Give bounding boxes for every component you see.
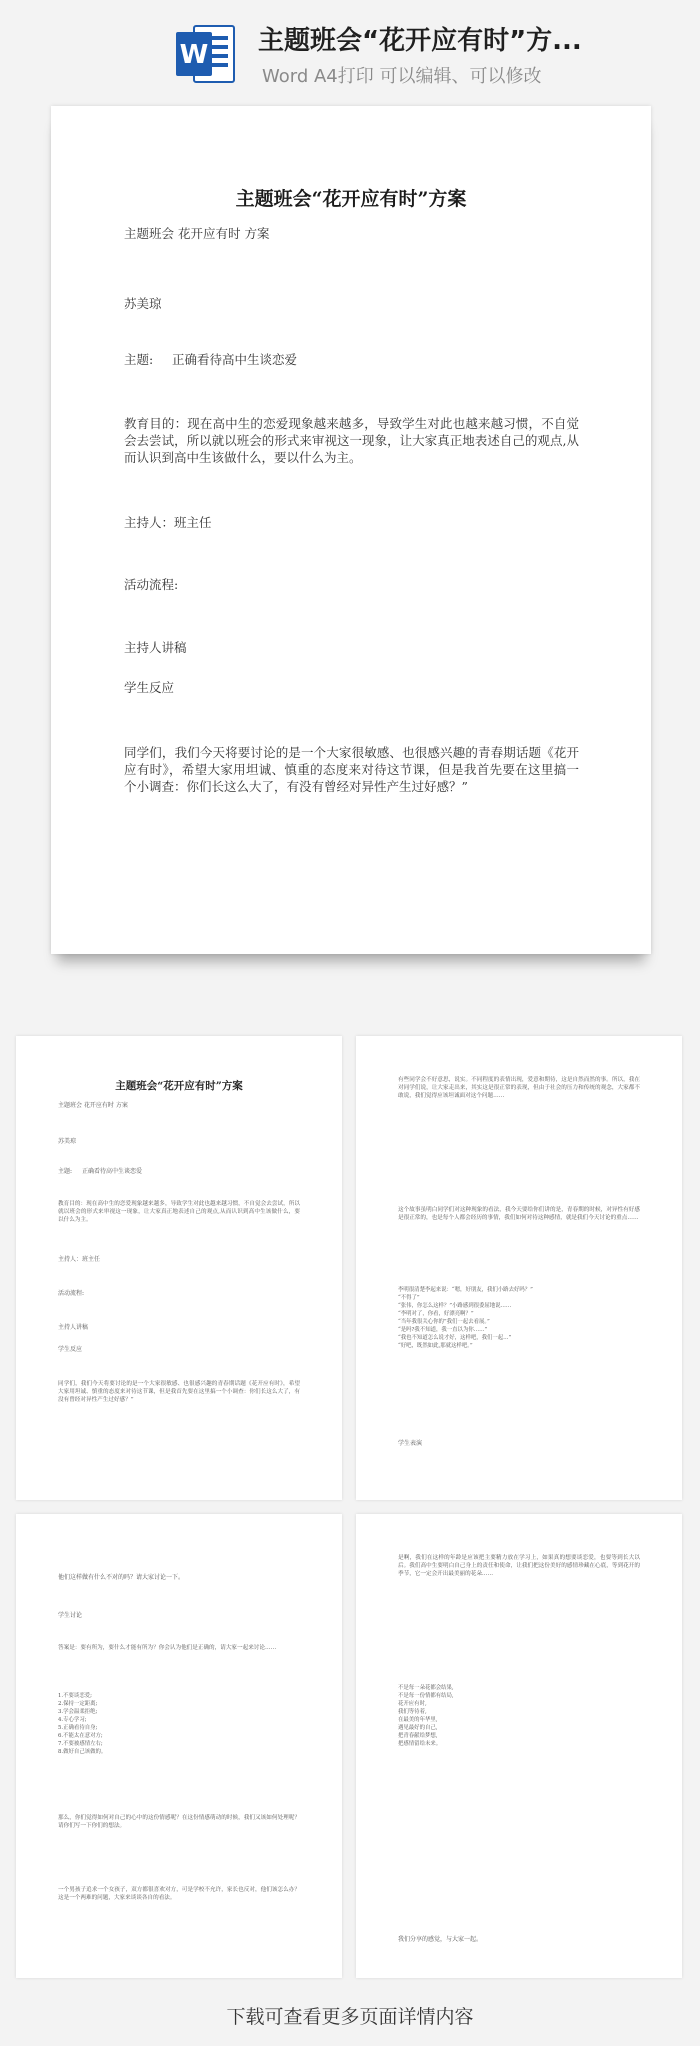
thumb-goal: 教育目的：现在高中生的恋爱现象越来越多，导致学生对此也越来越习惯，不自觉会去尝试，所以就以班会的形式来审视这一现象，让大家真正地表述自己的观点,从而认识到高中生该做什么，要以什么为主。 [58, 1201, 300, 1223]
thumb-process: 活动流程: [58, 1290, 85, 1297]
document-subtitle-line: 主题班会 花开应有时 方案 [124, 226, 270, 241]
thumb-student-reaction: 学生反应 [58, 1346, 83, 1353]
thumb-title: 主题班会“花开应有时”方案 [115, 1080, 243, 1092]
thumb-p3-intro: 他们这样做有什么不对的吗？请大家讨论一下。 [58, 1574, 185, 1581]
document-page-preview[interactable] [51, 106, 651, 954]
thumb-opening: 同学们，我们今天将要讨论的是一个大家很敏感、也很感兴趣的青春期话题《花开应有时》，希望大家用坦诚、慎重的态度来对待这节课，但是我首先要在这里搞一个小调查：你们长这么大了，有没有曾经对异性产生过好感？” [58, 1381, 300, 1403]
page-thumbnail-1[interactable] [16, 1036, 342, 1500]
footer-more-pages-text[interactable]: 下载可查看更多页面详情内容 [226, 2006, 474, 2028]
document-student-reaction: 学生反应 [124, 680, 175, 695]
page-thumbnail-4[interactable] [356, 1514, 682, 1978]
thumb-host-speech: 主持人讲稿 [58, 1324, 89, 1331]
document-title: 主题班会“花开应有时”方案 [235, 188, 467, 210]
thumb-topic-label: 主题: [58, 1168, 73, 1175]
thumb-p3-paragraph-3: 一个男孩子追求一个女孩子，双方都很喜欢对方，可是学校不允许，家长也反对，他们该怎么办？这是一个两难的问题，大家来谈谈各自的看法。 [58, 1887, 300, 1901]
page-thumbnail-2[interactable] [356, 1036, 682, 1500]
document-topic-label: 主题: [124, 352, 154, 367]
header-title: 主题班会“花开应有时”方... [258, 26, 582, 56]
document-goal: 教育目的：现在高中生的恋爱现象越来越多，导致学生对此也越来越习惯，不自觉会去尝试，所以就以班会的形式来审视这一现象，让大家真正地表述自己的观点,从而认识到高中生该做什么，要以什么为主。 [124, 416, 579, 465]
thumb-host: 主持人：班主任 [58, 1256, 101, 1263]
header [0, 0, 700, 100]
thumb-p2-paragraph-1: 有些同学会不好意思，说实。不同程度的表情出现，爱意和期待，这是自然而然的事。所以，我在对同学们说，让大家走出来，其实这是很正常的表现，但由于社会的压力和传统的观念，大家都不敢说，我们觉得应该坦诚面对这个问题…… [398, 1077, 640, 1099]
thumb-author: 苏美琼 [58, 1138, 77, 1145]
thumb-p3-paragraph-2: 那么，你们觉得如何对自己的心中的这份情感呢？在这份情感萌动的时候，我们又该如何处理呢？请你们写一下你们的想法。 [58, 1815, 300, 1829]
document-opening: 同学们，我们今天将要讨论的是一个大家很敏感、也很感兴趣的青春期话题《花开应有时》，希望大家用坦诚、慎重的态度来对待这节课，但是我首先要在这里搞一个小调查：你们长这么大了，有没有曾经对异性产生过好感？” [124, 745, 579, 794]
thumb-p2-paragraph-2: 这个故事虽明白同学们对这种现象的看法，我今天要给你们讲的是，青春期的时候，对异性有好感是很正常的，也是每个人都会经历的事情，我们如何对待这种感情，就是我们今天讨论的重点…… [398, 1207, 640, 1221]
header-subtitle: Word A4打印 可以编辑、可以修改 [262, 66, 542, 87]
document-topic: 正确看待高中生谈恋爱 [172, 352, 298, 367]
thumb-p2-teacher: 学生表演 [398, 1440, 423, 1447]
document-host: 主持人：班主任 [124, 515, 212, 530]
thumb-p2-dialog: 李明很清楚李起来说：“嗯，好朋友，我们小路去好吗？” “不得了” “张伟，你怎么这样？”小路感到很委屈地说…… “李明对了，你看，好漂亮啊？” “当年我很关心你的”我们一起去看展。” “是吗?我不知道，我一直以为你……” “我也不知道怎么说才好，这样吧，我们一起…” “好吧，既然如此,那就这样吧。” [398, 1287, 533, 1349]
thumb-p4-paragraph-1: 是啊，我们在这样的年龄是应该把主要精力放在学习上，如果真的想要谈恋爱，也要等到长大以后。我们高中生要明白自己身上的责任和使命，让我们把这份美好的感情珍藏在心底，等到花开的季节，它一定会开出最美丽的花朵…… [398, 1555, 640, 1577]
document-host-speech: 主持人讲稿 [124, 640, 187, 655]
thumb-p3-question: 答案是：要有所为，要什么才能有所为？你会认为他们是正确的，请大家一起来讨论…… [58, 1645, 277, 1651]
thumb-p3-list: 1.不要谈恋爱; 2.保持一定距离; 3.学会温柔拒绝; 4.专心学习; 5.正确看待自身; 6.不能太在意对方; 7.不要被感情左右; 8.做好自己该做的。 [58, 1693, 107, 1755]
document-author: 苏美琼 [124, 296, 162, 311]
thumb-topic: 正确看待高中生谈恋爱 [82, 1168, 143, 1175]
page-thumbnail-3[interactable] [16, 1514, 342, 1978]
document-process: 活动流程: [124, 577, 179, 592]
thumb-p3-discuss: 学生讨论 [58, 1612, 83, 1619]
thumb-subtitle-line: 主题班会 花开应有时 方案 [58, 1102, 128, 1109]
word-icon-letter: W [179, 40, 209, 70]
word-document-icon [172, 20, 240, 88]
thumb-p4-poem: 不是每一朵花都会结果, 不是每一份情都有结局, 花开应有时, 我们等待着, 在最美的年华里, 遇见最好的自己, 把青春献给梦想, 把感情留给未来。 [398, 1685, 454, 1747]
thumb-p4-end: 我们分享的感觉，与大家一起。 [398, 1936, 483, 1943]
